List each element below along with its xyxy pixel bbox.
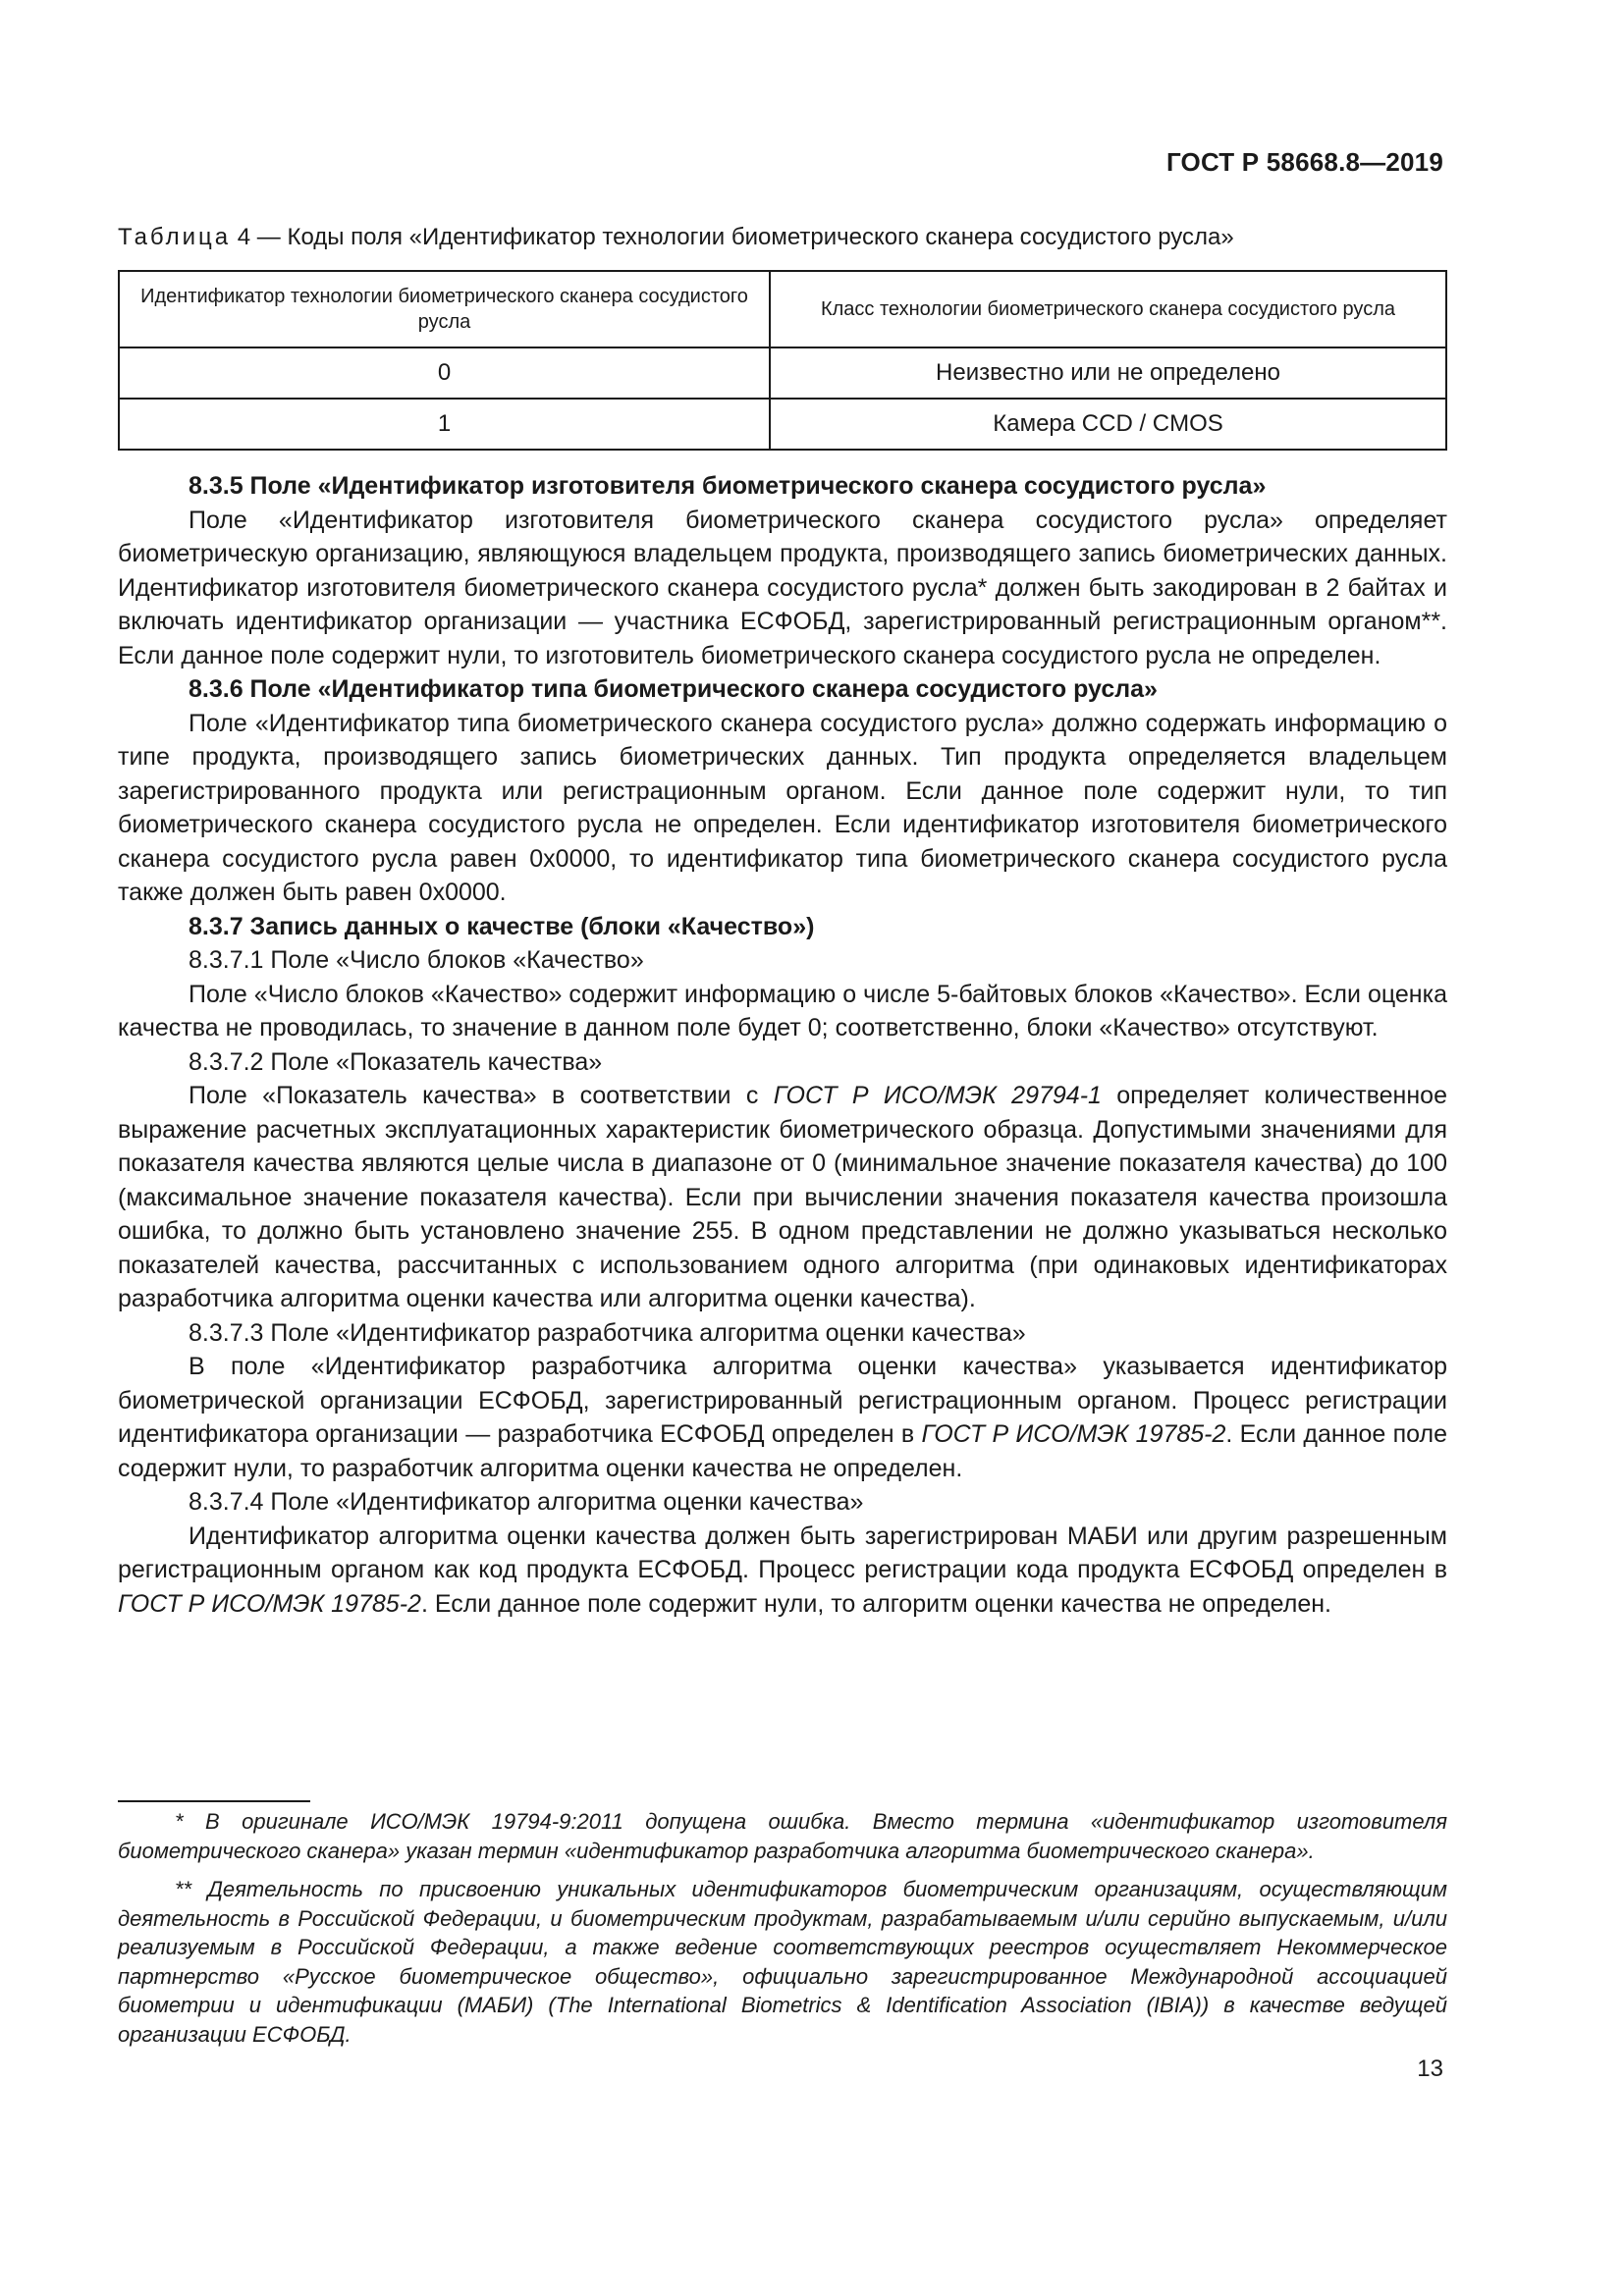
document-body (118, 469, 1447, 1621)
paragraph-8-3-7-2 (118, 1079, 1447, 1316)
section-heading-8-3-5: 8.3.5 Поле «Идентификатор изготовителя биометрического сканера сосудистого русла» (189, 472, 1267, 500)
section-heading-8-3-7: 8.3.7 Запись данных о качестве (блоки «Качество») (189, 912, 815, 940)
standard-designation: ГОСТ Р 58668.8—2019 (1165, 147, 1443, 177)
text-run: Поле «Показатель качества» в соответствии с (189, 1082, 774, 1109)
table-caption-text: 4 — Коды поля «Идентификатор технологии биометрического сканера сосудистого русла» (231, 224, 1234, 250)
text-run: определяет количественное выражение расчетных эксплуатационных характеристик биометрического образца. Допустимыми значениями для показателя качества являются целые числа в диапазоне от 0 (минимальное значение показателя качества) до 100 (максимальное значение показателя качества). Если при вычислении значения показателя качества произошла ошибка, то должно быть установлено значение 255. В одном представлении не должно указываться несколько показателей качества, рассчитанных с использованием одного алгоритма (при одинаковых идентификаторах разработчика алгоритма оценки качества или алгоритма оценки качества). (118, 1082, 1447, 1312)
paragraph-8-3-6: Поле «Идентификатор типа биометрического сканера сосудистого русла» должно содержать информацию о типе продукта, производящего запись биометрических данных. Тип продукта определяется владельцем зарегистрированного продукта или регистрационным органом. Если данное поле содержит нули, то тип биометрического сканера сосудистого русла не определен. Если идентификатор изготовителя биометрического сканера сосудистого русла равен 0x0000, то идентификатор типа биометрического сканера сосудистого русла также должен быть равен 0x0000. (118, 709, 1447, 906)
subsection-heading-8-3-7-3: 8.3.7.3 Поле «Идентификатор разработчика алгоритма оценки качества» (189, 1318, 1026, 1347)
footnotes (118, 1807, 1447, 2058)
table-cell: Камера CCD / CMOS (770, 399, 1446, 450)
text-run: . Если данное поле содержит нули, то алгоритм оценки качества не определен. (420, 1589, 1331, 1618)
standard-reference: ГОСТ Р ИСО/МЭК 19785-2 (118, 1589, 421, 1618)
footnote-2: ** Деятельность по присвоению уникальных идентификаторов биометрическим организациям, осуществляющим деятельность в Российской Федерации, и биометрическим продуктам, разрабатываемым и/или серийно выпускаемым, и/или реализуемым в Российской Федерации, а также ведение соответствующих реестров осуществляет Некоммерческое партнерство «Русское биометрическое общество», официально зарегистрированное Международной ассоциацией биометрии и идентификации (МАБИ) (The International Biometrics & Identification Association (IBIA)) в качестве ведущей организации ЕСФОБД. (118, 1877, 1447, 2047)
table-cell: Неизвестно или не определено (770, 347, 1446, 399)
table-cell: 0 (119, 347, 770, 399)
paragraph-8-3-7-1: Поле «Число блоков «Качество» содержит информацию о числе 5-байтовых блоков «Качество». Если оценка качества не проводилась, то значение в данном поле будет 0; соответственно, блоки «Качество» отсутствуют. (118, 980, 1447, 1041)
standard-reference: ГОСТ Р ИСО/МЭК 29794-1 (773, 1082, 1102, 1109)
subsection-heading-8-3-7-2: 8.3.7.2 Поле «Показатель качества» (189, 1047, 603, 1076)
footnote-1: * В оригинале ИСО/МЭК 19794-9:2011 допущена ошибка. Вместо термина «идентификатор изготовителя биометрического сканера» указан термин «идентификатор разработчика алгоритма биометрического сканера». (118, 1809, 1447, 1863)
text-run: . Если данное поле содержит нули, то разработчик алгоритма оценки качества не определен. (118, 1420, 1447, 1482)
section-heading-8-3-6: 8.3.6 Поле «Идентификатор типа биометрического сканера сосудистого русла» (189, 675, 1158, 703)
codes-table (118, 270, 1447, 451)
footnote-divider (118, 1800, 310, 1802)
paragraph-8-3-7-3 (118, 1350, 1447, 1485)
table-caption-word: Таблица (118, 224, 232, 250)
table-column-header: Идентификатор технологии биометрического сканера сосудистого русла (119, 271, 770, 347)
text-run: В поле «Идентификатор разработчика алгоритма оценки качества» указывается идентификатор биометрической организации ЕСФОБД, зарегистрированный регистрационным органом. Процесс регистрации идентификатора организации — разработчика ЕСФОБД определен в (118, 1353, 1447, 1448)
table-row (119, 347, 1446, 399)
table-header-row (119, 271, 1446, 347)
table-caption (118, 224, 1234, 251)
standard-reference: ГОСТ Р ИСО/МЭК 19785-2 (921, 1420, 1226, 1448)
page-number: 13 (1417, 2056, 1443, 2082)
table-row (119, 399, 1446, 450)
paragraph-8-3-7-4 (118, 1520, 1447, 1622)
subsection-heading-8-3-7-1: 8.3.7.1 Поле «Число блоков «Качество» (189, 946, 644, 974)
subsection-heading-8-3-7-4: 8.3.7.4 Поле «Идентификатор алгоритма оценки качества» (189, 1488, 864, 1516)
table-cell: 1 (119, 399, 770, 450)
paragraph-8-3-5: Поле «Идентификатор изготовителя биометрического сканера сосудистого русла» определяет биометрическую организацию, являющуюся владельцем продукта, производящего запись биометрических данных. Идентификатор изготовителя биометрического сканера сосудистого русла* должен быть закодирован в 2 байтах и включать идентификатор организации — участника ЕСФОБД, зарегистрированный регистрационным органом**. Если данное поле содержит нули, то изготовитель биометрического сканера сосудистого русла не определен. (118, 506, 1447, 669)
text-run: Идентификатор алгоритма оценки качества должен быть зарегистрирован МАБИ или другим разрешенным регистрационным органом как код продукта ЕСФОБД. Процесс регистрации кода продукта ЕСФОБД определен в (118, 1522, 1447, 1583)
table-column-header: Класс технологии биометрического сканера сосудистого русла (770, 271, 1446, 347)
